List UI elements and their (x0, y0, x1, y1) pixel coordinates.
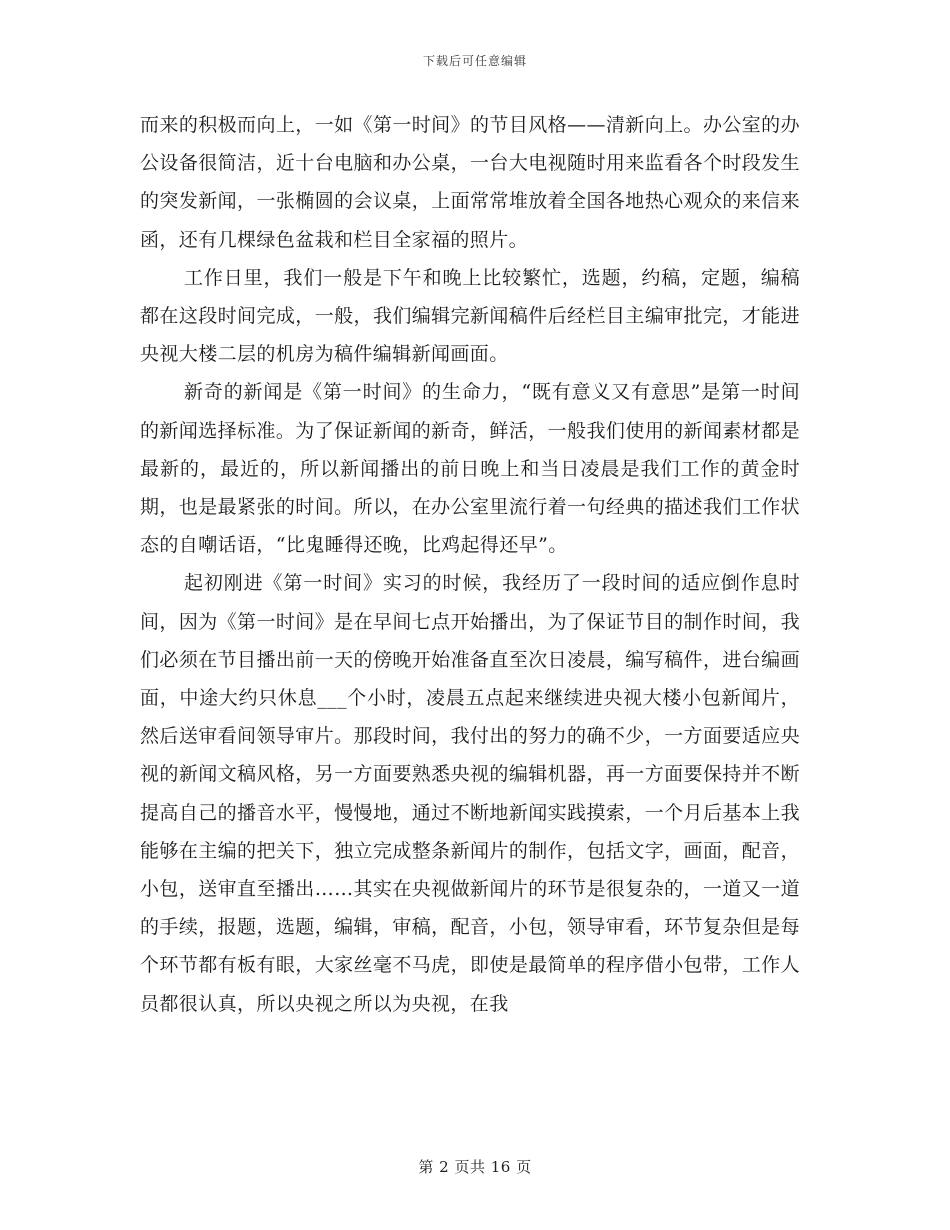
page-number-footer: 第 2 页共 16 页 (418, 1158, 532, 1176)
paragraph-workday: 工作日里，我们一般是下午和晚上比较繁忙，选题，约稿，定题，编稿都在这段时间完成，一般，我们编辑完新闻稿件后经栏目主编审批完，才能进央视大楼二层的机房为稿件编辑新闻画面。 (140, 266, 800, 366)
page-header-note: 下载后可任意编辑 (422, 54, 527, 68)
paragraph-continued: 而来的积极而向上，一如《第一时间》的节目风格——清新向上。办公室的办公设备很简洁，近十台电脑和办公桌，一台大电视随时用来监看各个时段发生的突发新闻，一张椭圆的会议桌，上面常常堆放着全国各地热心观众的来信来函，还有几棵绿色盆栽和栏目全家福的照片。 (140, 114, 800, 251)
paragraph-internship: 起初刚进《第一时间》实习的时候，我经历了一段时间的适应倒作息时间，因为《第一时间》是在早间七点开始播出，为了保证节目的制作时间，我们必须在节目播出前一天的傍晚开始准备直至次日凌晨，编写稿件，进台编画面，中途大约只休息___个小时，凌晨五点起来继续进央视大楼小包新闻片，然后送审看间领导审片。那段时间，我付出的努力的确不少，一方面要适应央视的新闻文稿风格，另一方面要熟悉央视的编辑机器，再一方面要保持并不断提高自己的播音水平，慢慢地，通过不断地新闻实践摸索，一个月后基本上我能够在主编的把关下，独立完成整条新闻片的制作，包括文字，画面，配音，小包，送审直至播出……其实在央视做新闻片的环节是很复杂的，一道又一道的手续，报题，选题，编辑，审稿，配音，小包，领导审看，环节复杂但是每个环节都有板有眼，大家丝毫不马虎，即使是最简单的程序借小包带，工作人员都很认真，所以央视之所以为央视，在我 (140, 572, 800, 1015)
paragraph-news-novelty: 新奇的新闻是《第一时间》的生命力，“既有意义又有意思”是第一时间的新闻选择标准。为了保证新闻的新奇，鲜活，一般我们使用的新闻素材都是最新的，最近的，所以新闻播出的前日晚上和当日凌晨是我们工作的黄金时期，也是最紧张的时间。所以，在办公室里流行着一句经典的描述我们工作状态的自嘲话语，“比鬼睡得还晚，比鸡起得还早”。 (140, 381, 800, 557)
document-body (140, 106, 800, 1023)
